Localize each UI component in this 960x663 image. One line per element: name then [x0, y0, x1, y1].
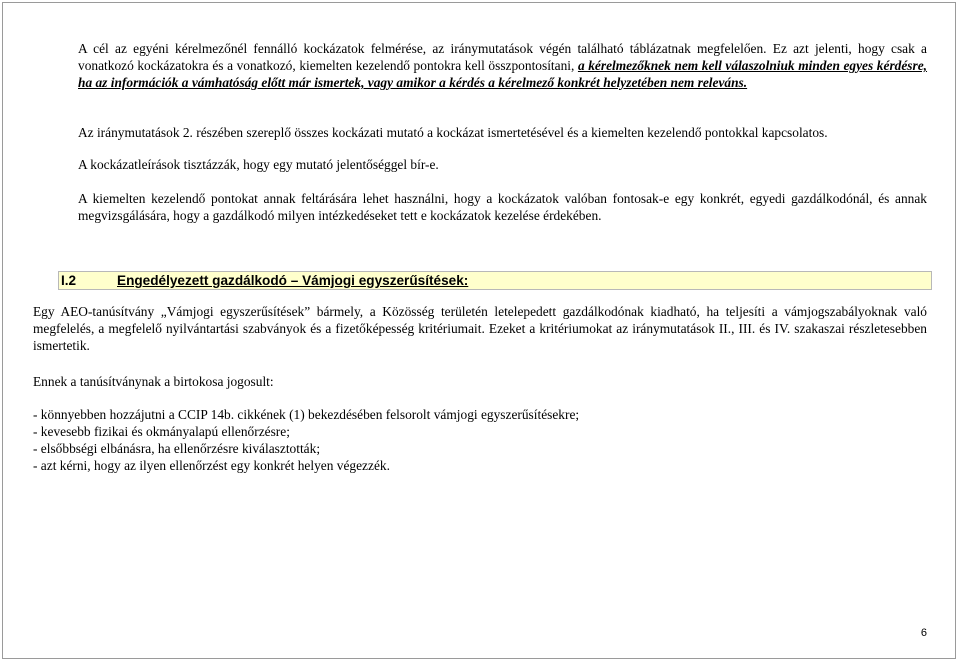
indicators-paragraph: Az iránymutatások 2. részében szereplő összes kockázati mutató a kockázat ismertetésével és a kiemelten kezelendő pontokkal kapcsolatos. — [78, 125, 828, 140]
section-heading — [58, 271, 932, 290]
certificate-paragraph: Egy AEO-tanúsítvány „Vámjogi egyszerűsítések” bármely, a Közösség területén letelepedett gazdálkodónak kiadható, ha teljesíti a vámjogszabályoknak való megfelelés, a megfelelő nyilvántartási szabványok és a fizetőképesség kritériumait. Ezeket a kritériumokat az iránymutatások II., III. és IV. szakaszai részletesebben ismertetik. — [33, 304, 927, 353]
intro-emphasis: a kérelmezőknek nem kell válaszolniuk minden egyes kérdésre, ha az információk a vámhatóság előtt már ismertek, vagy amikor a kérdés a kérelmező konkrét helyzetében nem releváns. — [78, 58, 928, 90]
list-item: - kevesebb fizikai és okmányalapú ellenőrzésre; — [33, 424, 290, 439]
entitlements-list — [33, 406, 927, 474]
page-number: 6 — [920, 627, 927, 639]
descriptions-paragraph: A kockázatleírások tisztázzák, hogy egy mutató jelentőséggel bír-e. — [78, 157, 439, 172]
intro-paragraph — [78, 40, 927, 91]
holder-paragraph: Ennek a tanúsítványnak a birtokosa jogosult: — [33, 374, 274, 389]
section-number: I.2 — [61, 273, 77, 288]
intro-text: A cél az egyéni kérelmezőnél fennálló kockázatok felmérése, az iránymutatások végén található táblázatnak megfelelően. Ez azt jelenti, hogy csak a vonatkozó kockázatokra és a vonatkozó, kiemelten kezelendő pontokra kell összpontosítani, — [78, 41, 927, 73]
section-title: Engedélyezett gazdálkodó – Vámjogi egyszerűsítések: — [117, 273, 469, 288]
list-item: - elsőbbségi elbánásra, ha ellenőrzésre kiválasztották; — [33, 441, 321, 456]
key-points-paragraph: A kiemelten kezelendő pontokat annak feltárására lehet használni, hogy a kockázatok valóban fontosak-e egy konkrét, egyedi gazdálkodónál, és annak megvizsgálására, hogy a gazdálkodó milyen intézkedéseket tett e kockázatok kezelése érdekében. — [78, 191, 927, 223]
list-item: - könnyebben hozzájutni a CCIP 14b. cikkének (1) bekezdésében felsorolt vámjogi egyszerűsítésekre; — [33, 407, 580, 422]
list-item: - azt kérni, hogy az ilyen ellenőrzést egy konkrét helyen végezzék. — [33, 458, 390, 473]
